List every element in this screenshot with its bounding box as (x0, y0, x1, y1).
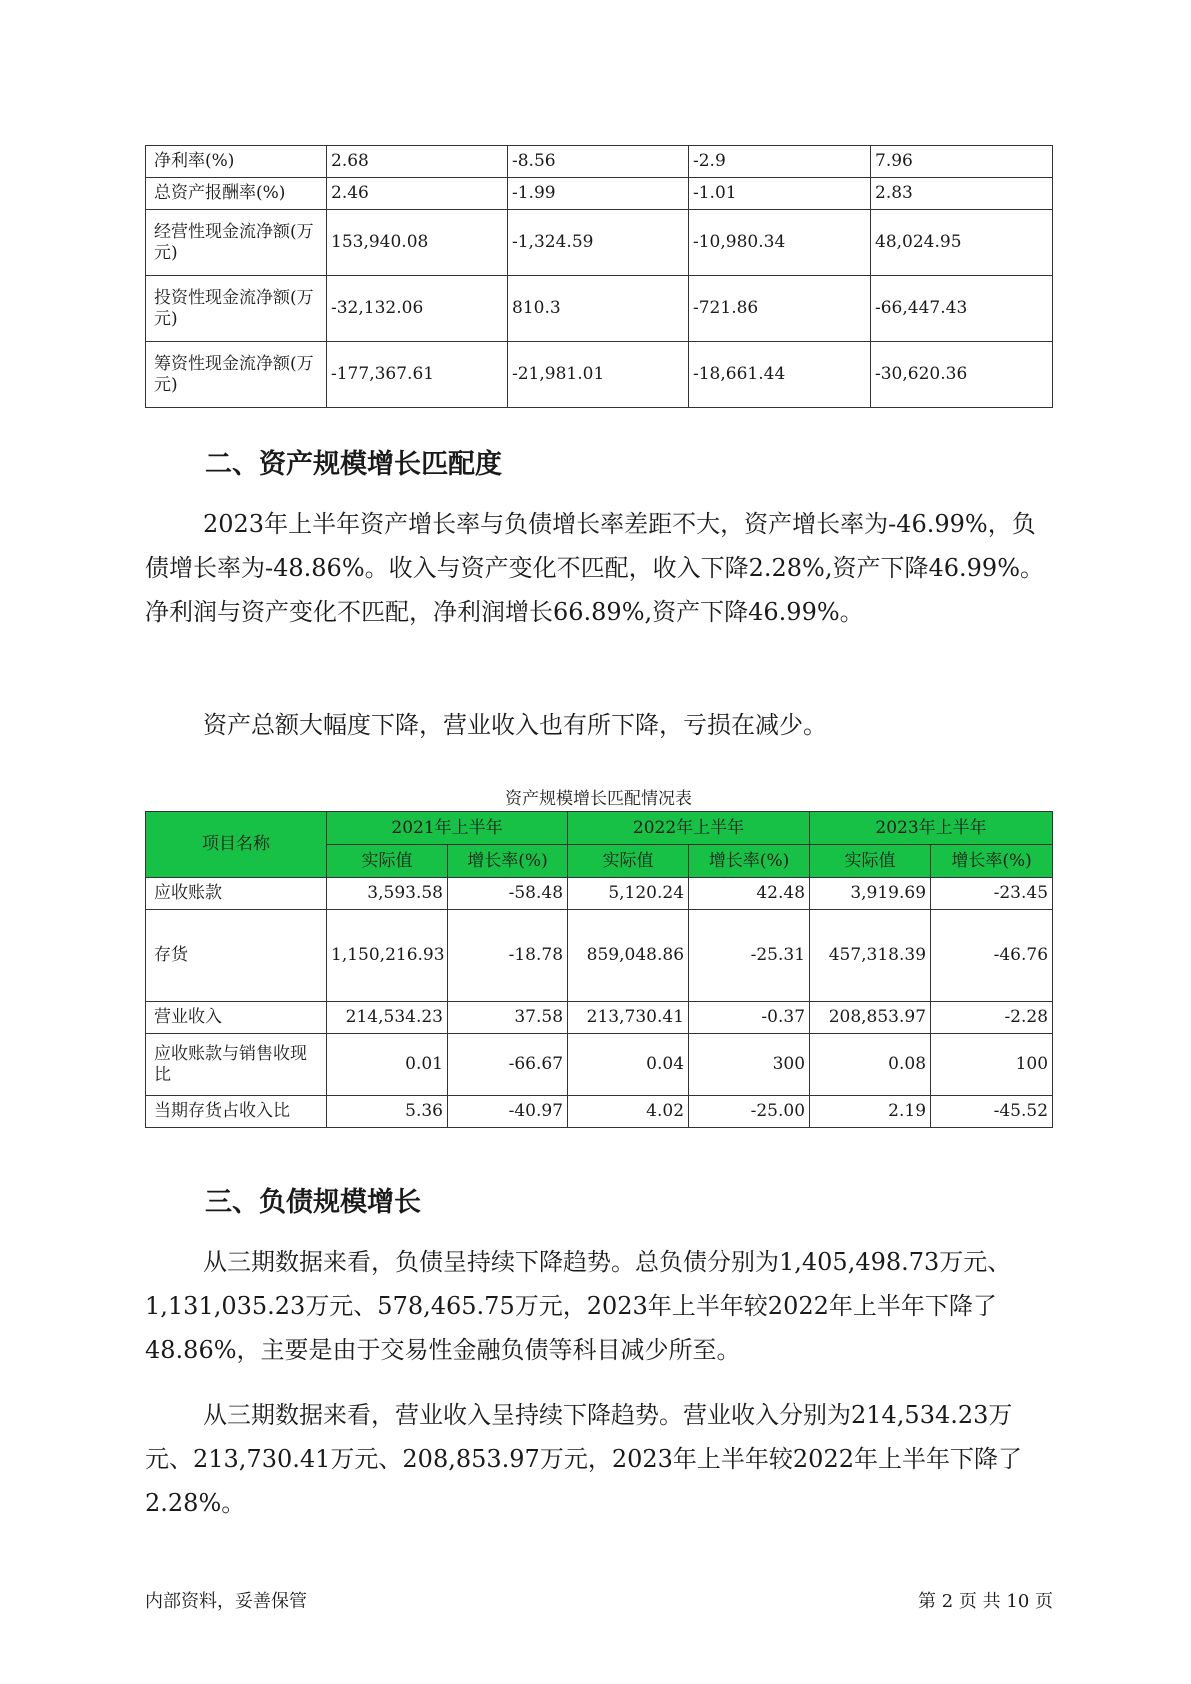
actual-value-header: 实际值 (810, 845, 931, 878)
table-cell: 214,534.23 (327, 1002, 448, 1034)
table-cell: -18.78 (448, 910, 568, 1002)
table-row (146, 342, 1053, 408)
table-cell: -46.76 (931, 910, 1053, 1002)
section-heading-liability-growth: 三、负债规模增长 (205, 1187, 421, 1218)
table-cell: 0.01 (327, 1034, 448, 1096)
table-row (146, 276, 1053, 342)
table-cell: -0.37 (689, 1002, 810, 1034)
table-cell: 153,940.08 (327, 210, 508, 276)
table-row (146, 1096, 1053, 1128)
table-cell: -45.52 (931, 1096, 1053, 1128)
asset-growth-match-table (145, 811, 1053, 1128)
table-cell: -25.31 (689, 910, 810, 1002)
table-cell: -2.28 (931, 1002, 1053, 1034)
table-cell: -177,367.61 (327, 342, 508, 408)
table-cell: 4.02 (568, 1096, 689, 1128)
table-cell: 7.96 (871, 146, 1053, 178)
table-row (146, 878, 1053, 910)
table-cell: 0.08 (810, 1034, 931, 1096)
table-cell: -8.56 (508, 146, 689, 178)
actual-value-header: 实际值 (327, 845, 448, 878)
table-cell: -1.99 (508, 178, 689, 210)
row-label: 筹资性现金流净额(万元) (146, 342, 327, 408)
period-header: 2021年上半年 (327, 812, 568, 845)
growth-rate-header: 增长率(%) (931, 845, 1053, 878)
table-cell: 100 (931, 1034, 1053, 1096)
table-row (146, 1002, 1053, 1034)
table-row (146, 178, 1053, 210)
period-header: 2022年上半年 (568, 812, 810, 845)
table-cell: -18,661.44 (689, 342, 871, 408)
table-cell: -66,447.43 (871, 276, 1053, 342)
row-label: 总资产报酬率(%) (146, 178, 327, 210)
table-cell: -32,132.06 (327, 276, 508, 342)
row-label: 经营性现金流净额(万元) (146, 210, 327, 276)
table-row (146, 910, 1053, 1002)
table-cell: 2.68 (327, 146, 508, 178)
table-cell: 208,853.97 (810, 1002, 931, 1034)
row-label: 投资性现金流净额(万元) (146, 276, 327, 342)
liability-growth-paragraph-1: 从三期数据来看，负债呈持续下降趋势。总负债分别为1,405,498.73万元、1,131,035.23万元、578,465.75万元，2023年上半年较2022年上半年下降了48.86%，主要是由于交易性金融负债等科目减少所至。 (145, 1248, 1012, 1364)
table-cell: 3,593.58 (327, 878, 448, 910)
table-row (146, 146, 1053, 178)
actual-value-header: 实际值 (568, 845, 689, 878)
table-cell: 300 (689, 1034, 810, 1096)
table-cell: 3,919.69 (810, 878, 931, 910)
section-heading-asset-growth: 二、资产规模增长匹配度 (205, 449, 502, 480)
table-cell: -25.00 (689, 1096, 810, 1128)
table-cell: 2.83 (871, 178, 1053, 210)
row-label: 应收账款与销售收现比 (146, 1034, 327, 1096)
table-cell: -21,981.01 (508, 342, 689, 408)
table-cell: -30,620.36 (871, 342, 1053, 408)
table-cell: 0.04 (568, 1034, 689, 1096)
table-row (146, 210, 1053, 276)
footer-page-number: 第 2 页 共 10 页 (918, 1591, 1053, 1612)
table-cell: -40.97 (448, 1096, 568, 1128)
growth-rate-header: 增长率(%) (689, 845, 810, 878)
table-cell: 2.19 (810, 1096, 931, 1128)
table-cell: 859,048.86 (568, 910, 689, 1002)
table-cell: 42.48 (689, 878, 810, 910)
table-cell: 5.36 (327, 1096, 448, 1128)
row-label: 营业收入 (146, 1002, 327, 1034)
growth-rate-header: 增长率(%) (448, 845, 568, 878)
row-label: 存货 (146, 910, 327, 1002)
table-cell: -1.01 (689, 178, 871, 210)
financial-ratios-table (145, 145, 1053, 408)
table-cell: -58.48 (448, 878, 568, 910)
table-cell: 810.3 (508, 276, 689, 342)
table-cell: -2.9 (689, 146, 871, 178)
footer-confidential-note: 内部资料，妥善保管 (145, 1591, 307, 1612)
row-label: 净利率(%) (146, 146, 327, 178)
period-header: 2023年上半年 (810, 812, 1053, 845)
asset-growth-paragraph-1: 2023年上半年资产增长率与负债增长率差距不大，资产增长率为-46.99%，负债增长率为-48.86%。收入与资产变化不匹配，收入下降2.28%,资产下降46.99%。净利润与资产变化不匹配，净利润增长66.89%,资产下降46.99%。 (145, 510, 1045, 626)
row-label: 当期存货占收入比 (146, 1096, 327, 1128)
table-cell: -66.67 (448, 1034, 568, 1096)
item-name-header: 项目名称 (146, 812, 327, 878)
table-cell: 5,120.24 (568, 878, 689, 910)
table-cell: -23.45 (931, 878, 1053, 910)
table-cell: 48,024.95 (871, 210, 1053, 276)
table-cell: 1,150,216.93 (327, 910, 448, 1002)
table-cell: -721.86 (689, 276, 871, 342)
table-cell: 37.58 (448, 1002, 568, 1034)
table-cell: 213,730.41 (568, 1002, 689, 1034)
table-caption: 资产规模增长匹配情况表 (505, 789, 692, 809)
liability-growth-paragraph-2: 从三期数据来看，营业收入呈持续下降趋势。营业收入分别为214,534.23万元、213,730.41万元、208,853.97万元，2023年上半年较2022年上半年下降了2.28%。 (145, 1401, 1022, 1517)
asset-growth-paragraph-2: 资产总额大幅度下降，营业收入也有所下降，亏损在减少。 (203, 711, 827, 739)
table-cell: -1,324.59 (508, 210, 689, 276)
table-cell: -10,980.34 (689, 210, 871, 276)
table-cell: 2.46 (327, 178, 508, 210)
row-label: 应收账款 (146, 878, 327, 910)
table-row (146, 1034, 1053, 1096)
table-cell: 457,318.39 (810, 910, 931, 1002)
